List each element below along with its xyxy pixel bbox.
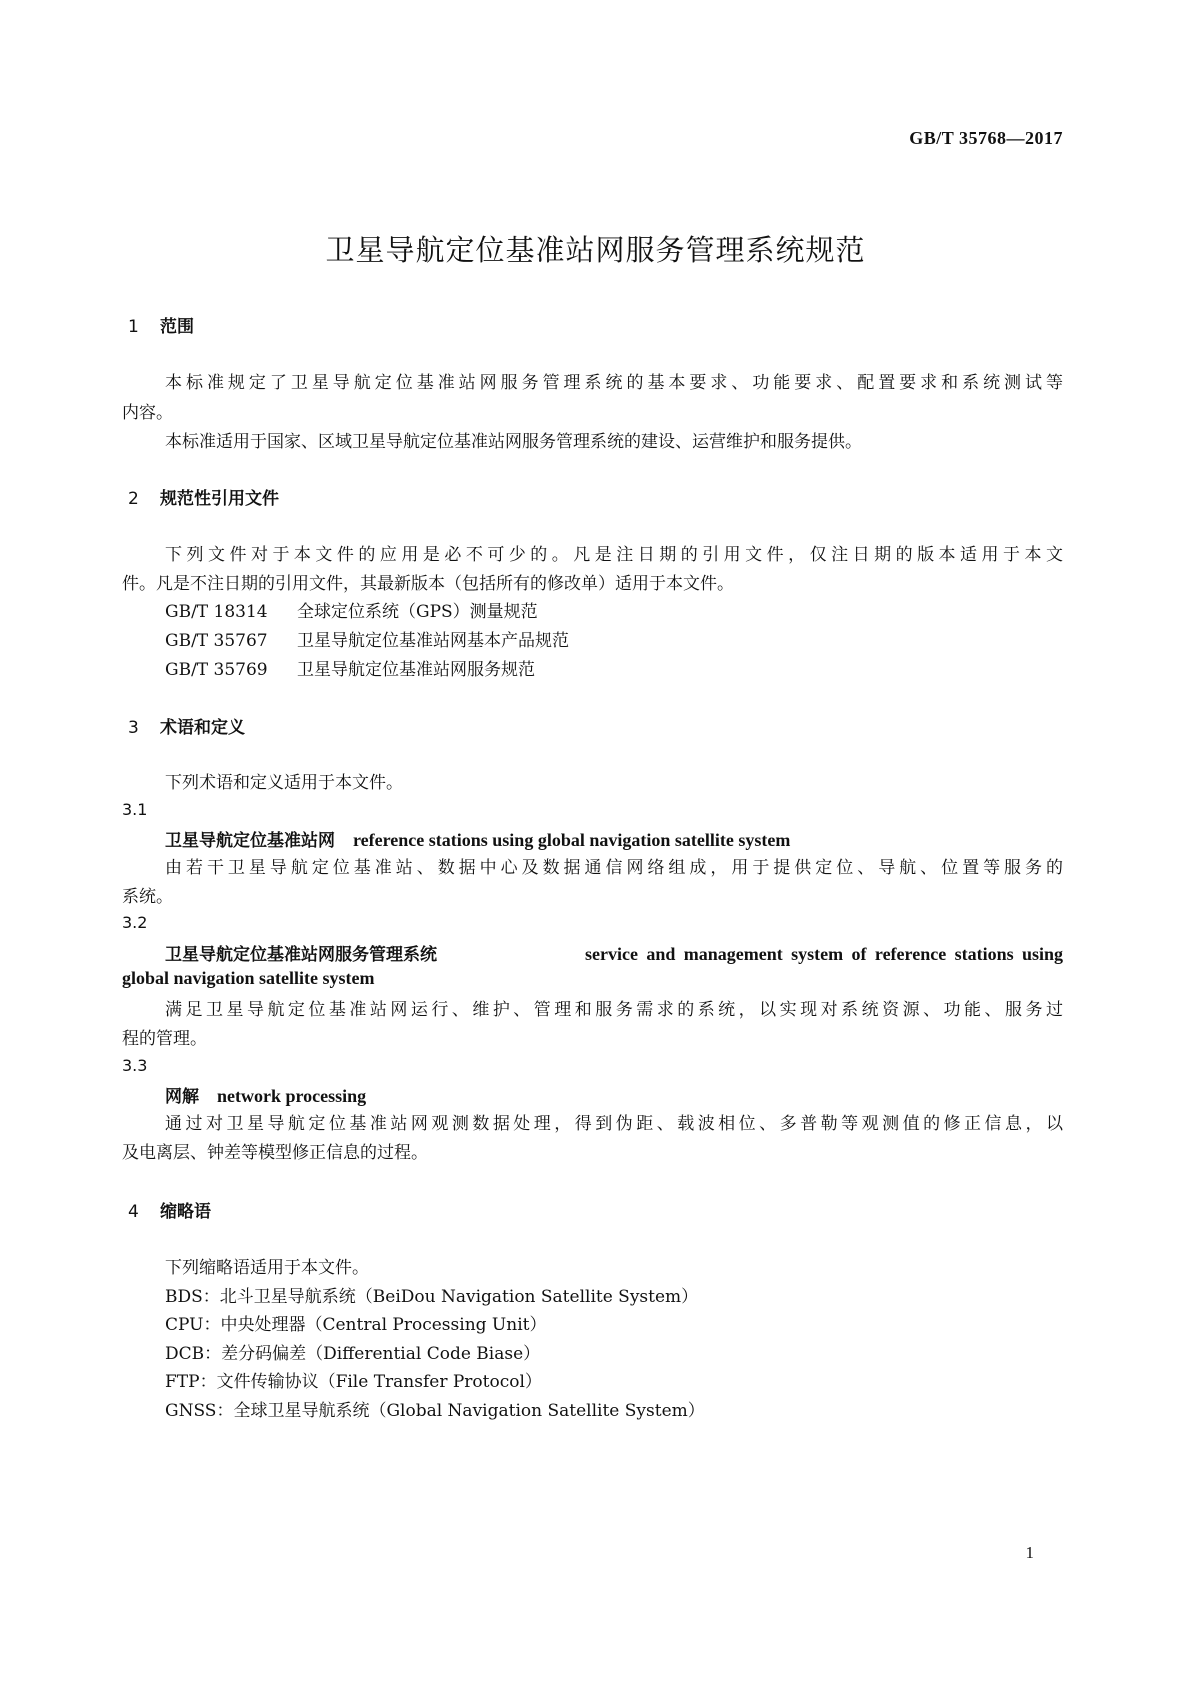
term-zh: 网解 (165, 1087, 199, 1107)
standard-code: GB/T 35768—2017 (909, 128, 1063, 148)
section-1-para-2: 本标准适用于国家、区域卫星导航定位基准站网服务管理系统的建设、运营维护和服务提供。 (165, 432, 862, 452)
section-2-para-1-line-1: 下列文件对于本文件的应用是必不可少的。凡是注日期的引用文件，仅注日期的版本适用于本文 (165, 545, 1063, 565)
abbreviation-item: BDS：北斗卫星导航系统（BeiDou Navigation Satellite System） (165, 1287, 699, 1307)
section-number: 1 (128, 317, 139, 337)
section-4-intro: 下列缩略语适用于本文件。 (165, 1258, 369, 1278)
term-en: network processing (217, 1086, 367, 1106)
reference-title: 卫星导航定位基准站网服务规范 (297, 660, 535, 680)
section-1-para-1-line-2: 内容。 (122, 403, 173, 423)
term-definition-line-2: 系统。 (122, 887, 173, 907)
section-number: 3 (128, 718, 139, 738)
section-title: 术语和定义 (160, 718, 245, 738)
page-number: 1 (1025, 1543, 1034, 1562)
section-2-heading (128, 484, 279, 509)
section-4-heading (128, 1197, 211, 1222)
section-1-heading (128, 312, 194, 337)
term-heading (165, 1082, 366, 1107)
section-2-para-1-line-2: 件。凡是不注日期的引用文件，其最新版本（包括所有的修改单）适用于本文件。 (122, 574, 734, 594)
section-1-para-1-line-1: 本标准规定了卫星导航定位基准站网服务管理系统的基本要求、功能要求、配置要求和系统测试等 (165, 373, 1063, 393)
term-definition-line-2: 及电离层、钟差等模型修正信息的过程。 (122, 1143, 428, 1163)
reference-item (165, 597, 538, 627)
term-zh: 卫星导航定位基准站网 (165, 831, 335, 851)
reference-item (165, 626, 569, 656)
term-definition-line-1: 满足卫星导航定位基准站网运行、维护、管理和服务需求的系统，以实现对系统资源、功能、服务过 (165, 1000, 1063, 1020)
section-title: 规范性引用文件 (160, 489, 279, 509)
section-number: 4 (128, 1202, 139, 1222)
term-en-line-1: service and management system of reference stations using (585, 944, 1063, 964)
reference-title: 全球定位系统（GPS）测量规范 (297, 602, 538, 622)
reference-code: GB/T 35767 (165, 631, 268, 651)
term-definition-line-1: 由若干卫星导航定位基准站、数据中心及数据通信网络组成，用于提供定位、导航、位置等服务的 (165, 858, 1063, 878)
section-3-intro: 下列术语和定义适用于本文件。 (165, 773, 403, 793)
abbreviation-item: CPU：中央处理器（Central Processing Unit） (165, 1315, 547, 1335)
reference-code: GB/T 18314 (165, 602, 268, 622)
term-number: 3.1 (122, 800, 148, 819)
reference-title: 卫星导航定位基准站网基本产品规范 (297, 631, 569, 651)
term-heading (165, 826, 790, 851)
term-definition-line-1: 通过对卫星导航定位基准站网观测数据处理，得到伪距、载波相位、多普勒等观测值的修正信息，以 (165, 1114, 1063, 1134)
abbreviation-item: DCB：差分码偏差（Differential Code Biase） (165, 1344, 541, 1364)
section-title: 缩略语 (160, 1202, 211, 1222)
abbreviation-item: FTP：文件传输协议（File Transfer Protocol） (165, 1372, 542, 1392)
abbreviation-item: GNSS：全球卫星导航系统（Global Navigation Satellite System） (165, 1401, 705, 1421)
term-zh: 卫星导航定位基准站网服务管理系统 (165, 945, 437, 965)
term-number: 3.2 (122, 913, 148, 932)
term-en-line-2: global navigation satellite system (122, 968, 375, 988)
term-definition-line-2: 程的管理。 (122, 1029, 207, 1049)
term-en: reference stations using global navigation satellite system (353, 830, 791, 850)
reference-item (165, 655, 535, 685)
document-title: 卫星导航定位基准站网服务管理系统规范 (325, 233, 866, 267)
section-number: 2 (128, 489, 139, 509)
reference-code: GB/T 35769 (165, 660, 268, 680)
term-number: 3.3 (122, 1056, 148, 1075)
section-title: 范围 (160, 317, 194, 337)
term-heading (165, 940, 1063, 965)
section-3-heading (128, 713, 245, 738)
